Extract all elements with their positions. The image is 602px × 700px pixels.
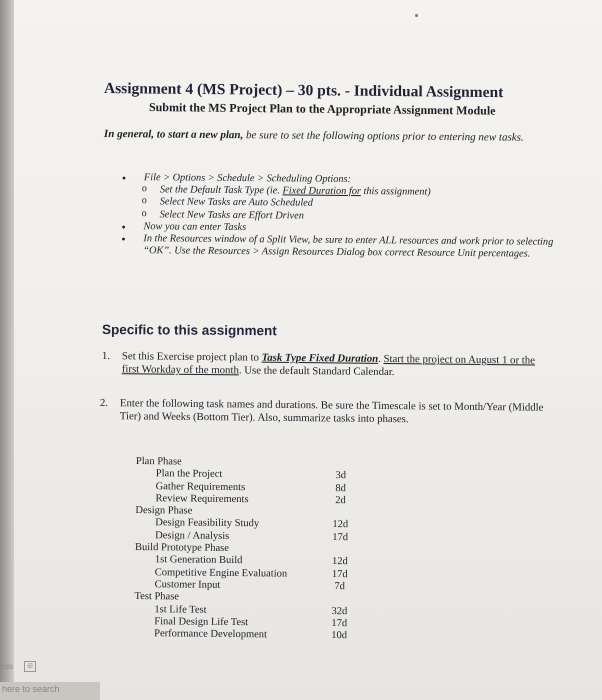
bullet-icon: • (121, 219, 126, 234)
list-item: o Set the Default Task Type (ie. Fixed Duration for this assignment) (141, 183, 431, 198)
list-item: • File > Options > Schedule > Scheduling Options: (121, 171, 352, 186)
intro-rest: be sure to set the following options prior to entering new tasks. (243, 129, 524, 144)
circle-bullet-icon: o (141, 183, 147, 195)
options-list (121, 172, 582, 261)
table-row: Performance Development 10d (154, 628, 348, 642)
table-row: 1st Generation Build 12d (154, 554, 348, 568)
list-item: o Select New Tasks are Effort Driven (141, 207, 304, 222)
assignment-subtitle: Submit the MS Project Plan to the Appropriate Assignment Module (148, 100, 496, 118)
circle-bullet-icon: o (141, 195, 147, 207)
table-row: Review Requirements 2d (155, 493, 346, 507)
bullet-icon: • (121, 171, 127, 186)
table-row: Design / Analysis 17d (155, 529, 349, 544)
table-row: Final Design Life Test 17d (154, 616, 348, 630)
item-text: Enter the following task names and durations. Be sure the Timescale is set to Month/Year (Middle Tier) and Weeks (Bottom Tier). Also, summarize tasks into phases. (119, 397, 544, 426)
circle-bullet-icon: o (141, 207, 147, 219)
taskbar-search-input[interactable]: here to search (2, 684, 60, 694)
item-text: Set this Exercise project plan to Task Type Fixed Duration. Start the project on August 1 or the first Workday of the month. Use the default Standard Calendar. (121, 350, 536, 379)
assignment-title: Assignment 4 (MS Project) – 30 pts. - Individual Assignment (103, 80, 504, 102)
intro-bold: In general, to start a new plan, (103, 128, 244, 142)
numbered-item-2 (100, 397, 552, 428)
item-number: 2. (99, 397, 109, 410)
table-row: Test Phase (134, 591, 180, 603)
table-row: Design Feasibility Study 12d (155, 517, 349, 531)
section-heading: Specific to this assignment (101, 322, 277, 339)
task-list (134, 456, 376, 643)
table-row: Design Phase (135, 505, 193, 517)
table-row: Build Prototype Phase (134, 542, 230, 555)
numbered-item-1 (102, 350, 542, 381)
table-row: Gather Requirements 8d (155, 480, 346, 494)
table-row: Plan Phase (135, 456, 182, 468)
list-item: o Select New Tasks are Auto Scheduled (141, 195, 313, 210)
table-row: Plan the Project 3d (155, 468, 347, 482)
list-item: • In the Resources window of a Split View, be sure to enter ALL resources and work prior to selecting “OK”. Use the Resources > Assign Resources Dialog box correct Resource Unit percentages. (121, 232, 554, 260)
taskbar (0, 682, 100, 700)
intro-paragraph (104, 128, 574, 145)
item-number: 1. (101, 350, 111, 363)
bullet-icon: • (121, 232, 126, 247)
list-item: • Now you can enter Tasks (121, 219, 247, 234)
table-row: Customer Input 7d (154, 579, 345, 593)
background-window-text: eds (0, 662, 13, 671)
table-row: Competitive Engine Evaluation 17d (154, 566, 348, 580)
table-row: 1st Life Test 32d (154, 603, 348, 617)
window-icon: ⊞ (24, 661, 36, 672)
